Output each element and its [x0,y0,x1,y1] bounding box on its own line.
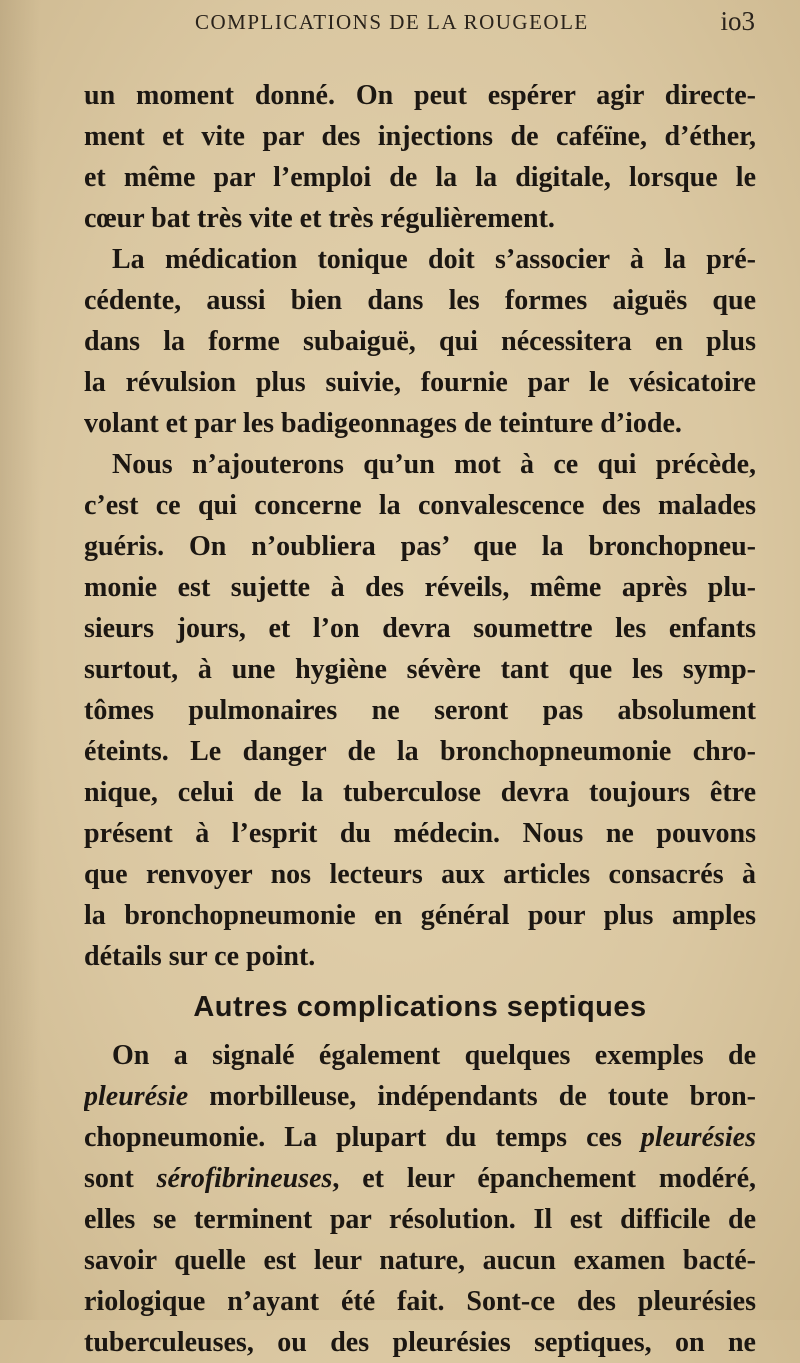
text-line [84,1199,756,1240]
page-edge-shadow [0,0,40,1320]
text-line: éteints. Le danger de la bronchopneumonie chro- [84,736,756,767]
text-line: guéris. On n’oubliera pas’ que la bronchopneu- [84,531,756,562]
text-run: savoir quelle est leur nature, aucun examen bacté- [84,1245,756,1276]
text-line: la bronchopneumonie en général pour plus amples [84,900,756,931]
text-line: et même par l’emploi de la la digitale, lorsque le [84,162,756,193]
text-line [84,1076,756,1117]
running-head [195,6,755,42]
text-line: sieurs jours, et l’on devra soumettre les enfants [84,613,756,644]
text-run: , et leur épanchement modéré, [332,1163,756,1194]
text-line: La médication tonique doit s’associer à la pré- [112,244,756,275]
text-line: monie est sujette à des réveils, même après plu- [84,572,756,603]
text-line: ment et vite par des injections de caféïne, d’éther, [84,121,756,152]
text-run: tuberculeuses, ou des pleurésies septiques, on ne [84,1327,756,1358]
text-line: cédente, aussi bien dans les formes aiguës que [84,285,756,316]
text-line [84,1322,756,1363]
text-line [84,1281,756,1322]
text-run: elles se terminent par résolution. Il est difficile de [84,1204,756,1235]
paragraph-3 [84,444,756,977]
text-line [84,1117,756,1158]
italic-term: pleurésies [640,1122,756,1153]
text-line [84,1035,756,1076]
text-line: nique, celui de la tuberculose devra toujours être [84,777,756,808]
text-line: détails sur ce point. [84,941,316,972]
section-heading: Autres complications septiques [193,991,647,1023]
text-line: la révulsion plus suivie, fournie par le vésicatoire [84,367,756,398]
italic-term: sérofibrineuses [156,1163,333,1194]
paragraph-4 [84,1035,756,1363]
paragraph-1 [84,75,756,239]
text-run: morbilleuse, indépendants de toute bron- [188,1081,756,1112]
text-line [84,1240,756,1281]
text-run: riologique n’ayant été fait. Sont-ce des pleurésies [84,1286,756,1317]
section-heading-row [84,979,756,1035]
text-line: Nous n’ajouterons qu’un mot à ce qui précède, [112,449,756,480]
text-line: que renvoyer nos lecteurs aux articles consacrés à [84,859,756,890]
page-number: io3 [720,6,755,36]
running-title: COMPLICATIONS DE LA ROUGEOLE [195,10,589,34]
text-run: chopneumonie. La plupart du temps ces [84,1122,641,1153]
text-line: c’est ce qui concerne la convalescence des malades [84,490,756,521]
text-run: On a signalé également quelques exemples de [112,1040,756,1071]
text-line: tômes pulmonaires ne seront pas absolument [84,695,756,726]
text-line: volant et par les badigeonnages de teinture d’iode. [84,408,682,439]
text-line: un moment donné. On peut espérer agir directe- [84,80,756,111]
text-line: dans la forme subaiguë, qui nécessitera en plus [84,326,756,357]
paragraph-2 [84,239,756,444]
text-run: sont [84,1163,157,1194]
text-line: surtout, à une hygiène sévère tant que les symp- [84,654,756,685]
text-line: cœur bat très vite et très régulièrement. [84,203,555,234]
text-line: présent à l’esprit du médecin. Nous ne pouvons [84,818,756,849]
italic-term: pleurésie [84,1081,189,1112]
text-line [84,1158,756,1199]
body-text [84,75,756,1363]
